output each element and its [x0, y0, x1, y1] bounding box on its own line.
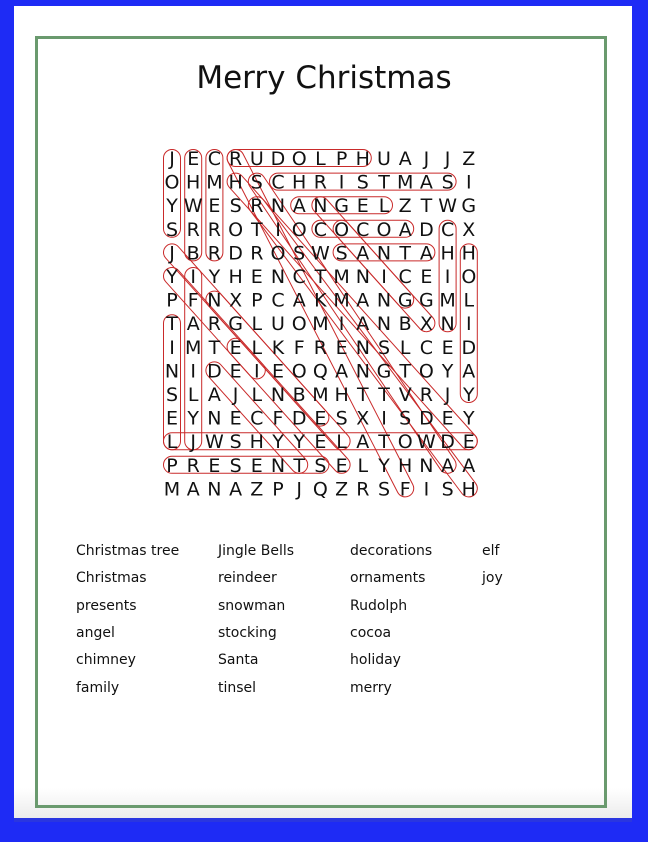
grid-letter: Y — [208, 266, 221, 288]
grid-letter: N — [355, 336, 370, 359]
grid-letter: B — [398, 313, 412, 336]
grid-letter: T — [250, 218, 263, 241]
grid-letter: N — [270, 384, 286, 406]
grid-letter: E — [462, 431, 475, 454]
grid-letter: N — [376, 242, 392, 265]
grid-letter: L — [187, 384, 199, 406]
grid-letter: H — [228, 171, 243, 194]
grid-letter: I — [338, 171, 345, 194]
grid-letter: A — [398, 148, 412, 170]
grid-letter: M — [396, 171, 414, 194]
grid-letter: E — [356, 195, 369, 218]
grid-letter: H — [461, 478, 476, 501]
grid-letter: A — [292, 289, 306, 312]
grid-letter: U — [377, 148, 391, 170]
grid-letter: C — [271, 171, 285, 194]
grid-letter: Y — [378, 454, 390, 477]
grid-letter: E — [187, 148, 200, 170]
grid-letter: Y — [441, 360, 454, 383]
grid-letter: D — [419, 407, 434, 430]
grid-letter: M — [312, 313, 329, 336]
grid-letter: H — [186, 171, 201, 194]
grid-letter: C — [313, 218, 328, 241]
grid-letter: O — [270, 242, 286, 265]
grid-letter: Y — [187, 407, 200, 430]
grid-letter: C — [419, 336, 434, 359]
grid-letter: G — [376, 360, 392, 383]
grid-letter: W — [183, 195, 203, 218]
grid-letter: A — [356, 313, 370, 336]
grid-letter: Z — [250, 478, 264, 501]
grid-letter: B — [292, 384, 306, 406]
grid-letter: N — [270, 266, 286, 288]
grid-letter: L — [463, 289, 475, 312]
grid-letter: I — [465, 313, 472, 336]
grid-letter: I — [169, 336, 175, 359]
grid-letter: W — [438, 195, 457, 218]
grid-letter: S — [356, 171, 369, 194]
grid-letter: T — [378, 431, 390, 454]
grid-letter: X — [462, 218, 476, 241]
grid-letter: S — [399, 407, 412, 430]
grid-letter: C — [250, 407, 264, 430]
grid-letter: L — [166, 431, 178, 454]
grid-letter: L — [357, 454, 369, 477]
grid-letter: S — [250, 171, 263, 194]
grid-letter: R — [250, 242, 264, 265]
grid-letter: O — [164, 171, 180, 194]
word-list-item: presents — [76, 597, 137, 614]
grid-letter: E — [229, 336, 242, 359]
grid-letter: A — [398, 218, 412, 241]
grid-letter: I — [381, 266, 387, 288]
grid-letter: M — [312, 384, 329, 406]
grid-letter: S — [165, 384, 179, 406]
grid-letter: T — [378, 171, 390, 194]
grid-letter: R — [419, 384, 434, 406]
grid-letter: N — [355, 266, 370, 288]
grid-letter: E — [314, 431, 327, 454]
grid-letter: D — [440, 431, 455, 454]
grid-letter: J — [444, 148, 451, 170]
grid-letter: S — [441, 478, 454, 501]
grid-letter: N — [313, 195, 328, 218]
grid-letter: E — [271, 360, 285, 383]
grid-letter: T — [399, 360, 412, 383]
grid-letter: L — [336, 431, 347, 454]
grid-letter: S — [335, 242, 348, 265]
grid-letter: O — [461, 266, 477, 288]
grid-letter: O — [418, 360, 434, 383]
grid-letter: S — [229, 195, 242, 218]
grid-letter: A — [356, 289, 370, 312]
grid-letter: A — [186, 313, 200, 336]
grid-letter: E — [314, 407, 327, 430]
grid-letter: N — [440, 313, 455, 336]
grid-letter: I — [381, 407, 387, 430]
page-title: Merry Christmas — [196, 60, 452, 96]
grid-letter: R — [228, 148, 243, 170]
grid-letter: H — [440, 242, 455, 265]
word-list-item: cocoa — [350, 624, 392, 641]
grid-letter: N — [207, 289, 222, 312]
grid-letter: O — [291, 360, 307, 383]
grid-letter: X — [419, 313, 433, 336]
grid-letter: E — [250, 454, 263, 477]
grid-letter: J — [423, 148, 430, 170]
word-list-item: Christmas — [76, 570, 147, 587]
grid-letter: E — [229, 407, 242, 430]
word-list-item: holiday — [350, 652, 401, 669]
word-list-item: Santa — [218, 652, 259, 669]
word-list-item: stocking — [218, 624, 277, 641]
grid-letter: D — [207, 360, 222, 383]
grid-letter: S — [314, 454, 327, 477]
grid-letter: A — [356, 242, 370, 265]
grid-letter: N — [270, 454, 286, 477]
word-list-item: decorations — [350, 543, 433, 559]
grid-letter: Z — [398, 195, 412, 218]
grid-letter: A — [292, 195, 306, 218]
grid-letter: N — [376, 313, 392, 336]
grid-letter: Y — [272, 431, 284, 454]
grid-letter: L — [378, 195, 390, 218]
grid-letter: H — [292, 171, 307, 194]
grid-letter: M — [439, 289, 456, 312]
grid-letter: S — [293, 242, 306, 265]
grid-letter: T — [293, 454, 306, 477]
grid-letter: X — [356, 407, 370, 430]
grid-letter: I — [465, 171, 472, 194]
grid-letter: H — [461, 242, 476, 265]
grid-letter: T — [420, 195, 433, 218]
grid-letter: H — [334, 384, 349, 406]
grid-letter: L — [251, 336, 263, 359]
grid-letter: R — [250, 195, 264, 218]
grid-letter: F — [399, 478, 411, 501]
grid-letter: S — [377, 336, 391, 359]
grid-letter: D — [419, 218, 434, 241]
grid-letter: P — [272, 478, 284, 501]
grid-letter: S — [377, 478, 391, 501]
grid-letter: I — [444, 266, 451, 288]
grid-letter: N — [164, 360, 180, 383]
grid-letter: E — [441, 407, 454, 430]
grid-letter: K — [314, 289, 327, 312]
grid-letters — [164, 148, 476, 500]
grid-letter: T — [314, 266, 327, 288]
word-list-item: tinsel — [218, 679, 257, 696]
grid-letter: J — [169, 148, 175, 170]
grid-letter: E — [441, 336, 454, 359]
grid-letter: D — [270, 148, 286, 170]
grid-letter: O — [397, 431, 413, 454]
grid-letter: A — [441, 454, 455, 477]
word-list-item: Rudolph — [350, 597, 408, 614]
grid-letter: C — [271, 289, 285, 312]
grid-letter: M — [206, 171, 223, 194]
grid-letter: W — [205, 431, 224, 454]
grid-letter: E — [250, 266, 263, 288]
grid-letter: B — [186, 242, 200, 265]
grid-letter: A — [356, 431, 370, 454]
word-list-item: family — [76, 679, 120, 696]
grid-letter: T — [378, 384, 390, 406]
grid-letter: E — [229, 360, 242, 383]
grid-letter: I — [190, 266, 197, 288]
grid-letter: E — [165, 407, 179, 430]
grid-letter: M — [333, 289, 350, 312]
grid-letter: J — [296, 478, 303, 501]
viewer-bottom-strip — [14, 818, 632, 822]
grid-letter: P — [166, 289, 178, 312]
grid-letter: O — [291, 313, 307, 336]
word-list-item: merry — [350, 679, 392, 696]
word-list-item: chimney — [76, 652, 136, 669]
grid-letter: Y — [462, 384, 475, 406]
grid-letter: C — [398, 266, 412, 288]
grid-letter: E — [420, 266, 433, 288]
grid-letter: Q — [312, 360, 328, 383]
grid-letter: F — [272, 407, 284, 430]
word-list-item: angel — [76, 624, 115, 641]
grid-letter: X — [229, 289, 243, 312]
grid-letter: N — [207, 478, 222, 501]
grid-letter: Y — [293, 431, 306, 454]
grid-letter: O — [291, 218, 307, 241]
grid-letter: O — [376, 218, 392, 241]
grid-letter: T — [166, 313, 178, 336]
grid-letter: O — [334, 218, 350, 241]
grid-letter: H — [398, 454, 413, 477]
grid-letter: Y — [166, 195, 178, 218]
grid-letter: Z — [335, 478, 349, 501]
grid-letter: A — [462, 454, 476, 477]
grid-letter: I — [190, 360, 197, 383]
grid-letter: A — [186, 478, 200, 501]
grid-letter: I — [275, 218, 281, 241]
word-list-item: Jingle Bells — [218, 543, 295, 559]
grid-letter: A — [419, 242, 433, 265]
grid-letter: F — [187, 289, 199, 312]
grid-letter: Y — [462, 407, 475, 430]
grid-letter: T — [356, 384, 369, 406]
word-list-item: snowman — [218, 597, 286, 614]
grid-letter: N — [355, 360, 370, 383]
word-list-item: elf — [482, 543, 500, 559]
grid-letter: A — [229, 478, 243, 501]
grid-letter: R — [207, 242, 222, 265]
grid-letter: R — [313, 336, 328, 359]
grid-letter: R — [186, 218, 200, 241]
grid-letter: L — [251, 313, 263, 336]
grid-letter: C — [440, 218, 455, 241]
grid-letter: I — [338, 313, 345, 336]
grid-letter: U — [249, 148, 264, 170]
grid-letter: S — [229, 454, 242, 477]
grid-letter: H — [228, 266, 243, 288]
grid-letter: L — [315, 148, 326, 170]
grid-letter: S — [335, 407, 348, 430]
grid-letter: R — [356, 478, 370, 501]
grid-letter: S — [441, 171, 454, 194]
grid-letter: P — [166, 454, 178, 477]
grid-letter: K — [271, 336, 285, 359]
grid-letter: A — [207, 384, 221, 406]
grid-letter: G — [397, 289, 413, 312]
grid-letter: E — [208, 195, 221, 218]
grid-letter: Z — [462, 148, 476, 170]
grid-letter: R — [313, 171, 328, 194]
grid-letter: T — [208, 336, 221, 359]
grid-letter: N — [376, 289, 392, 312]
grid-letter: Y — [166, 266, 178, 288]
grid-letter: H — [355, 148, 370, 170]
grid-letter: P — [251, 289, 263, 312]
grid-letter: R — [186, 454, 200, 477]
grid-letter: J — [169, 242, 175, 265]
grid-letter: G — [228, 313, 243, 336]
grid-letter: G — [334, 195, 349, 218]
grid-letter: H — [249, 431, 264, 454]
grid-letter: J — [190, 431, 197, 454]
grid-letter: S — [229, 431, 242, 454]
grid-letter: T — [399, 242, 412, 265]
grid-letter: C — [207, 148, 222, 170]
grid-letter: N — [270, 195, 286, 218]
grid-letter: F — [293, 336, 305, 359]
word-list-item: ornaments — [350, 570, 426, 587]
grid-letter: D — [461, 336, 477, 359]
grid-letter: L — [399, 336, 411, 359]
grid-letter: M — [163, 478, 181, 501]
grid-letter: N — [207, 407, 222, 430]
grid-letter: Q — [312, 478, 328, 501]
grid-letter: P — [335, 148, 348, 170]
grid-letter: D — [228, 242, 243, 265]
grid-letter: E — [335, 336, 348, 359]
grid-letter: G — [419, 289, 434, 312]
grid-letter: N — [419, 454, 434, 477]
grid-letter: J — [232, 384, 239, 406]
grid-letter: R — [207, 313, 222, 336]
grid-letter: I — [253, 360, 260, 383]
grid-letter: R — [207, 218, 222, 241]
grid-letter: W — [417, 431, 436, 454]
grid-letter: O — [228, 218, 244, 241]
grid-letter: C — [292, 266, 306, 288]
grid-letter: D — [291, 407, 307, 430]
word-list-item: Christmas tree — [76, 543, 180, 559]
grid-letter: L — [251, 384, 263, 406]
grid-letter: J — [444, 384, 451, 406]
word-search-grid — [160, 145, 490, 501]
grid-letter: A — [462, 360, 476, 383]
grid-letter: E — [208, 454, 221, 477]
grid-letter: E — [335, 454, 348, 477]
word-list-item: joy — [482, 570, 503, 587]
grid-letter: G — [461, 195, 477, 218]
word-list-item: reindeer — [218, 570, 277, 587]
grid-letter: O — [291, 148, 307, 170]
grid-letter: M — [184, 336, 202, 359]
grid-letter: U — [271, 313, 285, 336]
grid-letter: A — [419, 171, 433, 194]
grid-letter: I — [423, 478, 430, 501]
grid-letter: A — [335, 360, 349, 383]
grid-letter: S — [165, 218, 179, 241]
grid-letter: V — [398, 384, 412, 406]
grid-letter: M — [333, 266, 350, 288]
grid-letter: W — [311, 242, 330, 265]
grid-letter: C — [356, 218, 370, 241]
